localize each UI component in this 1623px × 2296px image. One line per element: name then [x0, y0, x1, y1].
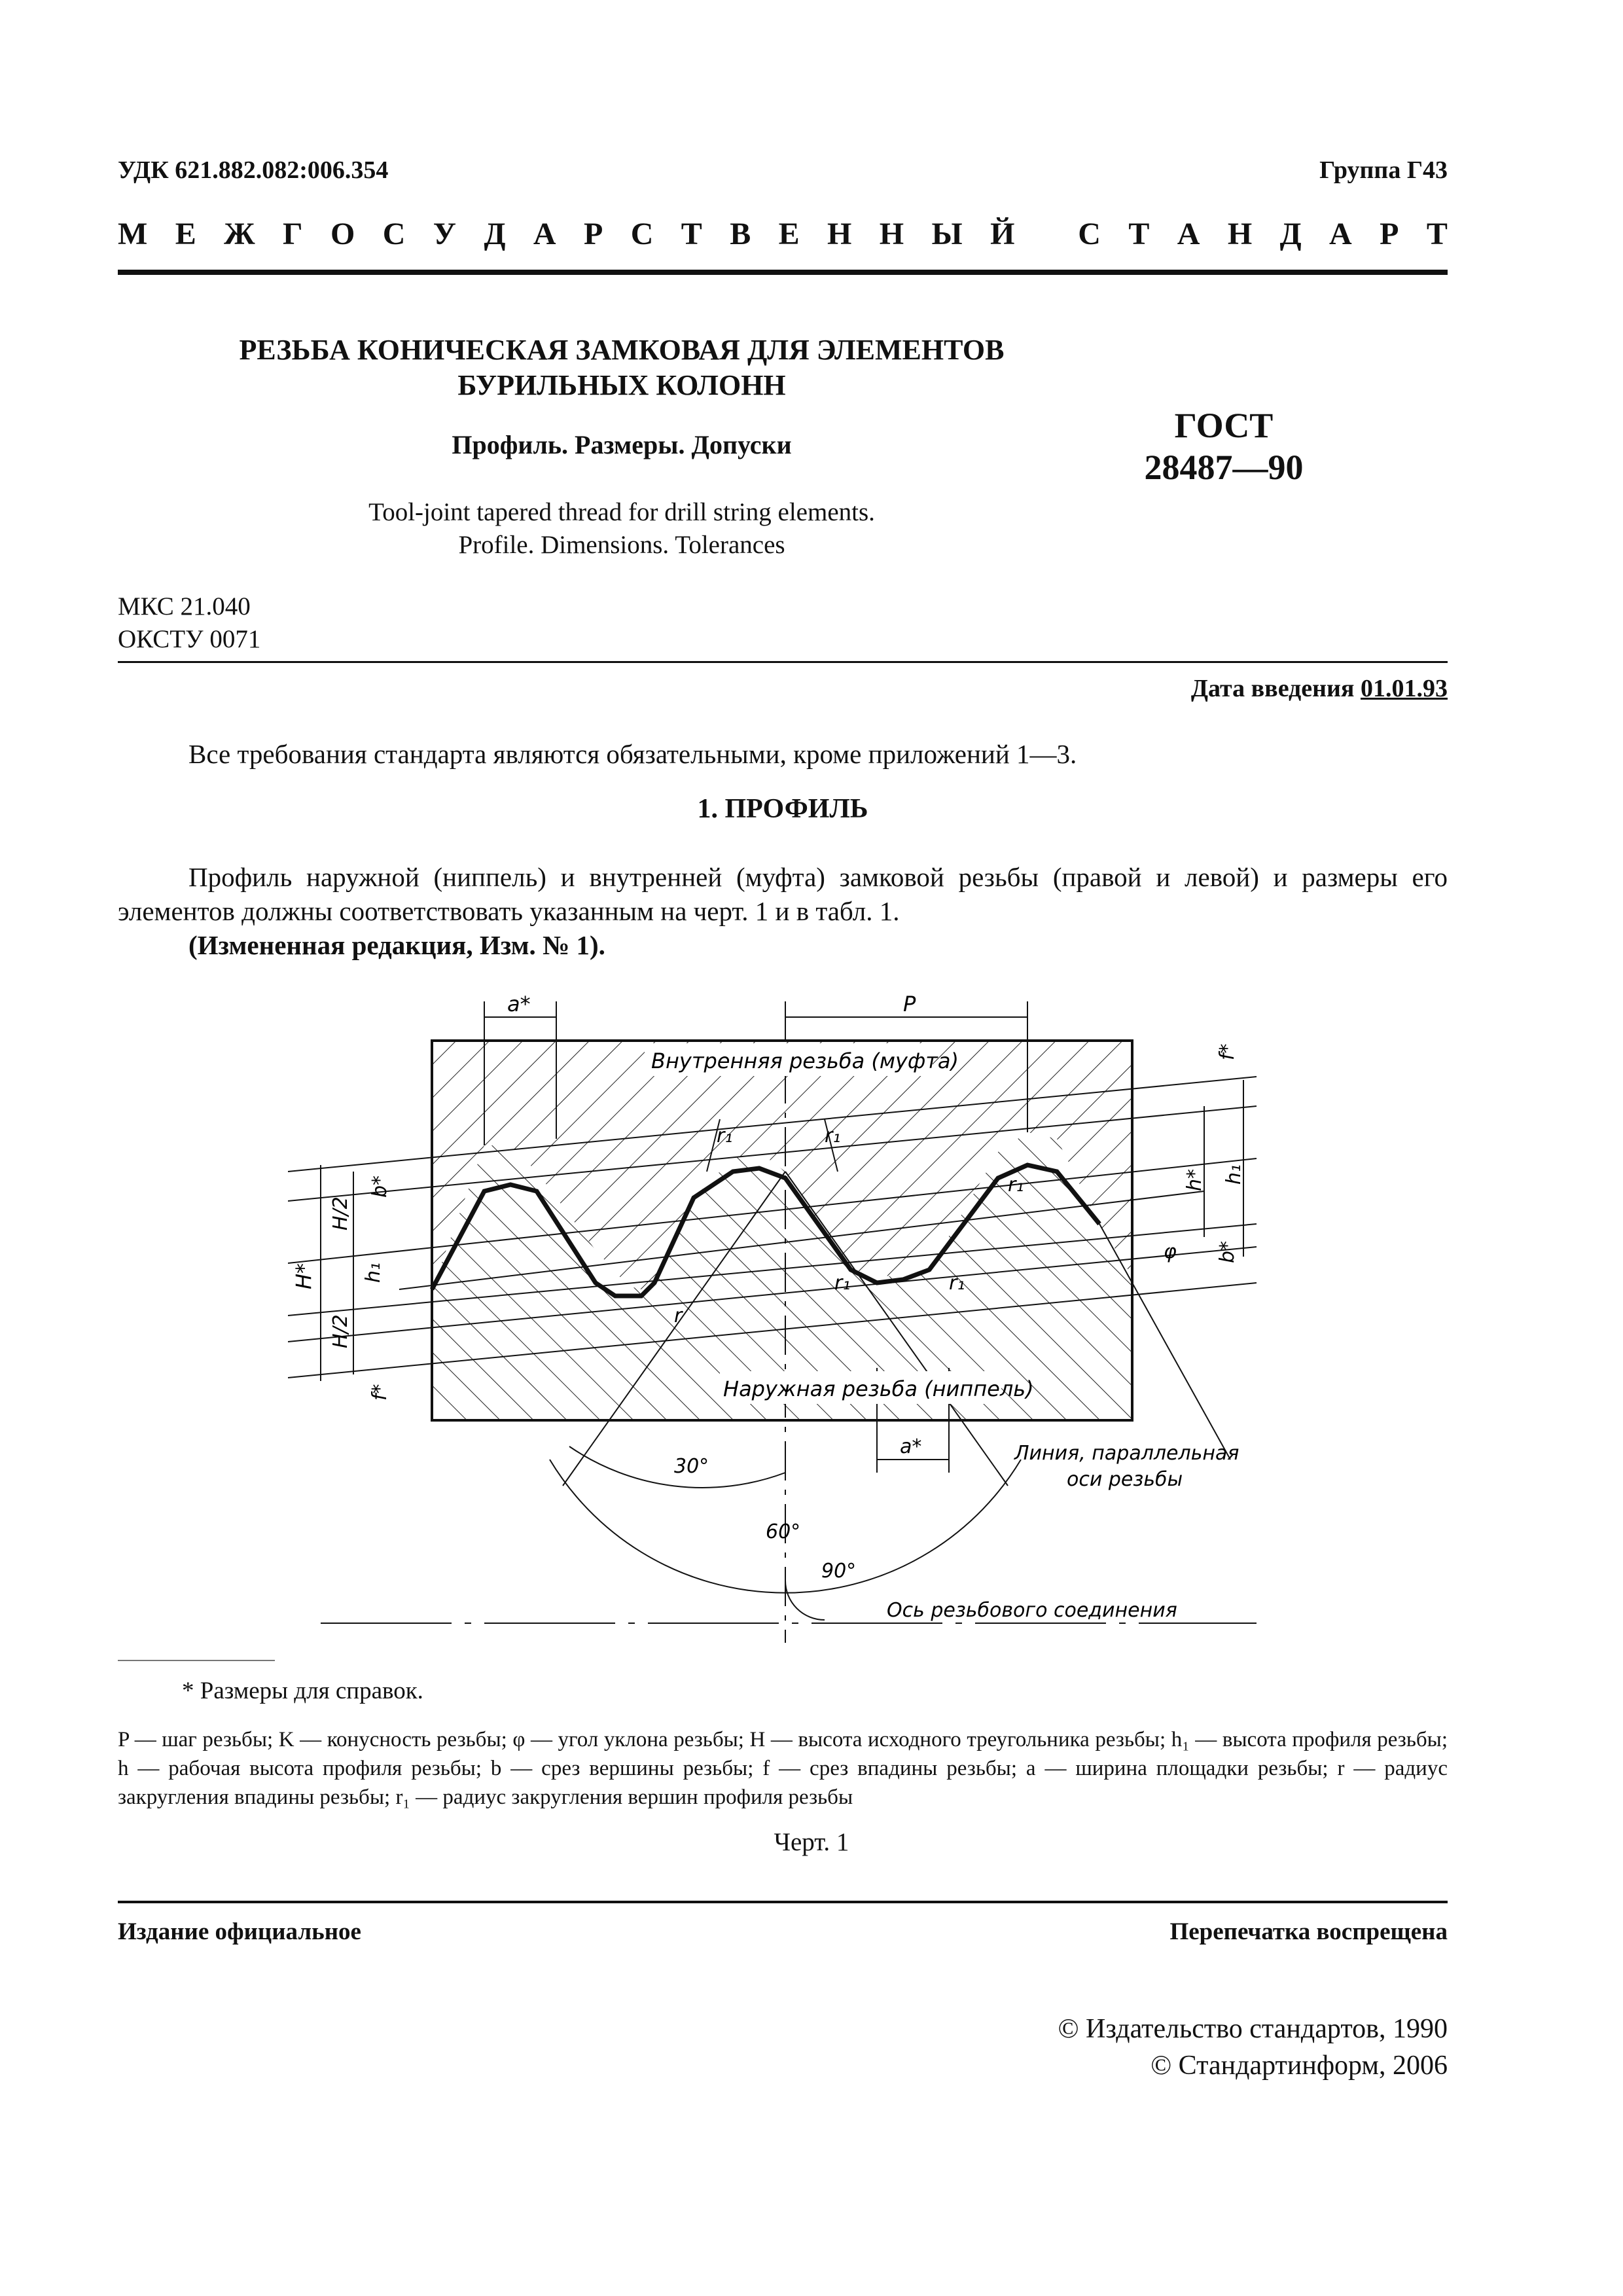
introduction-date — [1191, 674, 1448, 703]
label-a-top: a* — [507, 992, 531, 1016]
label-external-thread: Наружная резьба (ниппель) — [723, 1376, 1034, 1401]
label-h2-upper: H/2 — [329, 1196, 352, 1230]
banner-letter: Т — [1128, 217, 1150, 251]
banner-letter: С — [382, 217, 406, 251]
banner-letter: А — [1177, 217, 1200, 251]
label-thread-axis: Ось резьбового соединения — [887, 1599, 1177, 1622]
label-phi: φ — [1164, 1240, 1177, 1263]
mks-code: МКС 21.040 — [118, 592, 251, 620]
label-angle-90: 90° — [821, 1560, 857, 1583]
label-parallel-line-2: оси резьбы — [1067, 1468, 1183, 1491]
okstu-code: ОКСТУ 0071 — [118, 625, 261, 653]
label-f-top: f* — [1216, 1043, 1239, 1060]
banner-letter: Й — [990, 217, 1015, 251]
label-r1-e: r₁ — [949, 1272, 965, 1295]
footnote-rule — [118, 1660, 275, 1661]
gost-label: ГОСТ — [1174, 406, 1274, 445]
reprint-prohibited: Перепечатка воспрещена — [1169, 1918, 1448, 1945]
label-h2-lower: H/2 — [329, 1314, 352, 1348]
figure-caption: Черт. 1 — [774, 1828, 849, 1856]
label-r1-c: r₁ — [1008, 1174, 1024, 1196]
banner-letter: Н — [879, 217, 904, 251]
group-code: Группа Г43 — [1319, 156, 1448, 184]
banner-letter: А — [1329, 217, 1352, 251]
banner-letter: М — [118, 217, 148, 251]
banner-letter: Д — [1279, 217, 1302, 251]
label-r1-b: r₁ — [825, 1124, 841, 1147]
banner-letter: Г — [283, 217, 303, 251]
banner-letter: С — [1078, 217, 1101, 251]
header-rule — [118, 270, 1448, 275]
date-label: Дата введения — [1190, 675, 1355, 702]
label-f-left: f* — [368, 1384, 391, 1401]
title-line-1: РЕЗЬБА КОНИЧЕСКАЯ ЗАМКОВАЯ ДЛЯ ЭЛЕМЕНТОВ — [239, 334, 1005, 366]
banner-letter: Р — [583, 217, 603, 251]
label-r1-a: r₁ — [717, 1124, 733, 1147]
symbol-legend: P — шаг резьбы; K — конусность резьбы; φ — угол уклона резьбы; H — высота исходного треугольника резьбы; h₁ — высота профиля резьбы; h — рабочая высота профиля резьбы; b — срез вершины резьбы; f — срез впадины резьбы; a — ширина площадки резьбы; r — радиус закругления впадины резьбы; r₁ — радиус закругления вершин профиля резьбы — [118, 1728, 1448, 1809]
banner-letter: А — [533, 217, 556, 251]
banner-letter: Ж — [224, 217, 255, 251]
section-title: 1. ПРОФИЛЬ — [697, 794, 868, 824]
banner-letter: Н — [827, 217, 852, 251]
gost-number: 28487—90 — [1144, 448, 1304, 487]
label-r: r — [674, 1304, 683, 1327]
classification-codes — [118, 590, 260, 656]
banner-letter: Ы — [931, 217, 963, 251]
english-title — [170, 496, 1073, 562]
label-h1-right: h₁ — [1222, 1164, 1245, 1185]
banner-letter: Д — [484, 217, 506, 251]
title-line-2: БУРИЛЬНЫХ КОЛОНН — [457, 369, 786, 401]
label-parallel-line-1: Линия, параллельная — [1014, 1442, 1240, 1465]
udk-code: УДК 621.882.082:006.354 — [118, 156, 389, 184]
label-H: H* — [291, 1263, 316, 1289]
document-title — [170, 332, 1073, 403]
thread-profile-drawing — [288, 975, 1322, 1643]
title-rule — [118, 661, 1448, 663]
label-b-right: b* — [1216, 1240, 1239, 1263]
banner-letter: Е — [778, 217, 800, 251]
banner-letter: С — [630, 217, 654, 251]
label-h-right: h* — [1183, 1168, 1206, 1191]
document-subtitle: Профиль. Размеры. Допуски — [452, 430, 792, 459]
banner-letter: У — [433, 217, 457, 251]
label-r1-d: r₁ — [834, 1272, 851, 1295]
label-angle-30: 30° — [674, 1455, 709, 1478]
label-p: P — [903, 992, 916, 1016]
label-h1-left: h₁ — [362, 1262, 385, 1283]
date-value: 01.01.93 — [1361, 675, 1448, 702]
label-angle-60: 60° — [766, 1520, 801, 1543]
interstate-standard-banner — [118, 216, 1448, 252]
banner-letter: В — [730, 217, 751, 251]
banner-letter: О — [330, 217, 355, 251]
label-a-bottom: a* — [900, 1435, 922, 1458]
label-internal-thread: Внутренняя резьба (муфта) — [651, 1049, 959, 1073]
banner-letter — [1043, 216, 1050, 252]
official-edition: Издание официальное — [118, 1918, 361, 1945]
copyright-block — [1058, 2011, 1448, 2084]
label-b-left: b* — [368, 1175, 391, 1198]
copyright-2006: © Стандартинформ, 2006 — [1150, 2051, 1448, 2081]
banner-letter: Т — [1426, 217, 1448, 251]
banner-letter: Н — [1227, 217, 1253, 251]
profile-paragraph: Профиль наружной (ниппель) и внутренней (муфта) замковой резьбы (правой и левой) и размеры его элементов должны соответствовать указанным на черт. 1 и в табл. 1. — [118, 862, 1448, 926]
banner-letter: Т — [681, 217, 702, 251]
english-title-line-1: Tool-joint tapered thread for drill string elements. — [368, 498, 875, 526]
requirements-paragraph: Все требования стандарта являются обязательными, кроме приложений 1—3. — [188, 739, 1077, 769]
footer-rule — [118, 1901, 1448, 1903]
banner-letter: Р — [1380, 217, 1399, 251]
angle-arc-90 — [785, 1581, 825, 1620]
amendment-note: (Измененная редакция, Изм. № 1). — [188, 930, 605, 960]
gost-designation — [1086, 404, 1361, 488]
english-title-line-2: Profile. Dimensions. Tolerances — [458, 531, 785, 559]
banner-letter: Е — [175, 217, 196, 251]
footnote: * Размеры для справок. — [182, 1677, 423, 1704]
copyright-1990: © Издательство стандартов, 1990 — [1058, 2014, 1448, 2044]
